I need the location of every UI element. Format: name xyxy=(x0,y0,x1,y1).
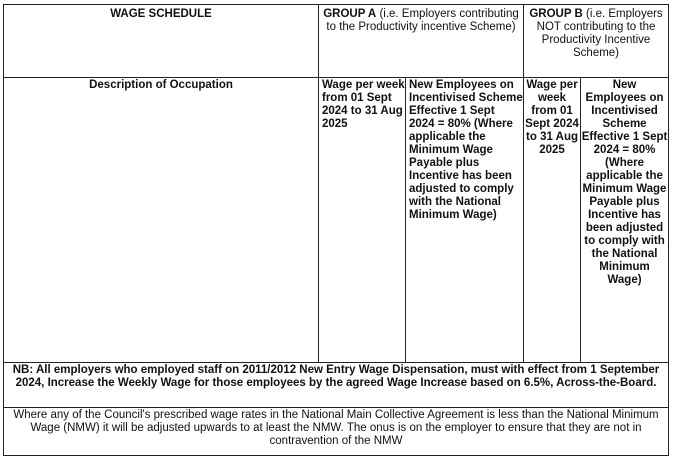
group-b-description: (i.e. Employers NOT contributing to the Productivity Incentive Scheme) xyxy=(536,8,663,59)
group-b-header xyxy=(524,5,669,78)
header-row xyxy=(4,5,669,78)
column-header-row xyxy=(4,78,669,363)
nb-notice: NB: All employers who employed staff on 2011/2012 New Entry Wage Dispensation, must with effect from 1 September 2024, Increase the Weekly Wage for those employees by the agreed Wage Increase based on 6.5%, Across-the-Board. xyxy=(4,363,669,408)
group-a-new-employees-column-header: New Employees on Incentivised Scheme Effective 1 Sept 2024 = 80% (Where applicable the Minimum Wage Payable plus Incentive has been adjusted to comply with the National Minimum Wage) xyxy=(406,78,524,363)
nmw-notice: Where any of the Council's prescribed wage rates in the National Main Collective Agreement is less than the National Minimum Wage (NMW) it will be adjusted upwards to at least the NMW. The onus is on the employer to ensure that they are not in contravention of the NMW xyxy=(4,408,669,456)
group-a-header xyxy=(319,5,524,78)
group-b-wage-column-header: Wage per week from 01 Sept 2024 to 31 Aug 2025 xyxy=(524,78,581,363)
group-b-new-employees-column-header: New Employees on Incentivised Scheme Effective 1 Sept 2024 = 80% (Where applicable the Minimum Wage Payable plus Incentive has been adjusted to comply with the National Minimum Wage) xyxy=(581,78,669,363)
group-a-wage-column-header: Wage per week from 01 Sept 2024 to 31 Aug 2025 xyxy=(319,78,406,363)
description-of-occupation-header: Description of Occupation xyxy=(4,78,319,363)
group-a-description: (i.e. Employers contributing to the Productivity incentive Scheme) xyxy=(326,8,519,33)
nmw-row xyxy=(4,408,669,456)
group-b-label: GROUP B xyxy=(529,8,583,20)
group-a-label: GROUP A xyxy=(323,8,377,20)
wage-schedule-table xyxy=(3,4,669,456)
wage-schedule-title: WAGE SCHEDULE xyxy=(4,5,319,78)
nb-row xyxy=(4,363,669,408)
